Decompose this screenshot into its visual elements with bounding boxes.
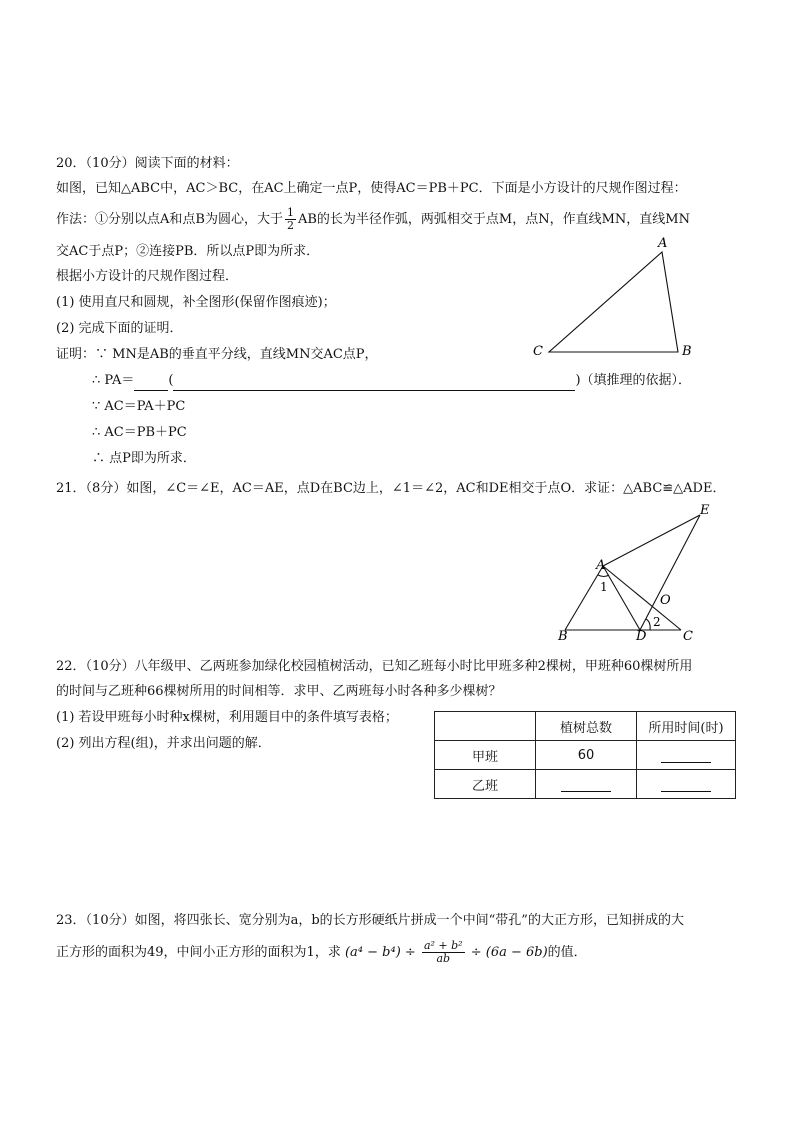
q20-line2-pre: 作法：①分别以点A和点B为圆心，大于	[56, 212, 283, 227]
frac-numerator: 1	[286, 206, 294, 219]
q23-line2-post: 的值．	[547, 945, 587, 960]
expr-denominator: ab	[436, 952, 451, 965]
proof2-paren-open: (	[168, 373, 174, 388]
segment-ab	[565, 566, 603, 630]
row-label-yi: 乙班	[435, 770, 536, 799]
answer-blank-yi-total[interactable]	[561, 776, 611, 792]
angle-2-arc	[646, 619, 650, 630]
expr-numerator: a² + b²	[423, 939, 463, 952]
segment-de	[640, 515, 700, 630]
answer-blank-yi-time[interactable]	[661, 776, 711, 792]
q20-line1: 如图，已知△ABC中，AC＞BC，在AC上确定一点P，使得AC＝PB＋PC．下面是小方设计的尺规作图过程：	[56, 181, 687, 196]
label-O: O	[660, 593, 671, 608]
q20-item2: (2) 完成下面的证明．	[56, 321, 183, 336]
expr-part2: ÷ (6a − 6b)	[470, 945, 548, 960]
jia-time-cell[interactable]	[637, 741, 736, 770]
q21-text: 21．（8分）如图，∠C＝∠E，AC＝AE，点D在BC边上，∠1＝∠2，AC和DE相交于点O．求证：△ABC≌△ADE．	[56, 481, 726, 496]
table-row	[435, 770, 736, 799]
label-B: B	[682, 344, 692, 359]
proof2-pre: ∴ PA＝	[92, 373, 135, 388]
q22-item2: (2) 列出方程(组)，并求出问题的解．	[56, 736, 271, 751]
expr-fraction	[422, 940, 465, 965]
q22-item1: (1) 若设甲班每小时种x棵树，利用题目中的条件填写表格；	[56, 710, 398, 725]
q20-header: 20．（10分）阅读下面的材料：	[56, 156, 239, 171]
angle-1-arc	[598, 575, 609, 577]
table-header-time: 所用时间(时)	[637, 712, 736, 741]
q22-table	[434, 711, 736, 799]
q22-line2: 的时间与乙班种66棵树所用的时间相等．求甲、乙两班每小时各种多少棵树？	[56, 684, 502, 699]
label-C: C	[533, 344, 543, 359]
q20-line4: 根据小方设计的尺规作图过程．	[56, 269, 239, 284]
q20-line2-post: AB的长为半径作弧，两弧相交于点M，点N，作直线MN，直线MN	[297, 212, 690, 227]
yi-time-cell[interactable]	[637, 770, 736, 799]
label-B: B	[558, 629, 568, 644]
table-row	[435, 741, 736, 770]
q20-proof4: ∴ AC＝PB＋PC	[92, 425, 187, 440]
q23-line2	[56, 940, 587, 965]
label-A: A	[596, 558, 606, 573]
label-D: D	[636, 629, 647, 644]
label-angle-1: 1	[600, 580, 608, 594]
q22-line1: 22．（10分）八年级甲、乙两班参加绿化校园植树活动，已知乙班每小时比甲班多种2棵树，甲班种60棵树所用	[56, 659, 693, 674]
label-E: E	[700, 503, 710, 518]
answer-blank-jia-time[interactable]	[661, 747, 711, 763]
q20-line3: 交AC于点P；②连接PB．所以点P即为所求．	[56, 244, 320, 259]
label-angle-2: 2	[653, 615, 661, 629]
yi-total-cell[interactable]	[536, 770, 637, 799]
proof2-post: )（填推理的依据）．	[575, 373, 692, 388]
expr-part1: (a⁴ − b⁴) ÷	[344, 945, 416, 960]
table-header-blank	[435, 712, 536, 741]
q20-proof5: ∴ 点P即为所求．	[92, 451, 196, 466]
label-C: C	[683, 629, 693, 644]
label-A: A	[658, 236, 668, 251]
q20-item1: (1) 使用直尺和圆规，补全图形(保留作图痕迹)；	[56, 295, 336, 310]
frac-denominator: 2	[286, 219, 294, 232]
table-header-total: 植树总数	[536, 712, 637, 741]
q23-line1: 23．（10分）如图，将四张长、宽分别为a，b的长方形硬纸片拼成一个中间“带孔”的大正方形，已知拼成的大	[56, 913, 684, 928]
q20-proof1: 证明：∵ MN是AB的垂直平分线，直线MN交AC点P，	[56, 347, 378, 362]
q23-line2-pre: 正方形的面积为49，中间小正方形的面积为1，求	[56, 945, 341, 960]
row-label-jia: 甲班	[435, 741, 536, 770]
jia-total-cell: 60	[536, 741, 637, 770]
segment-ae	[603, 515, 700, 566]
q20-proof3: ∵ AC＝PA＋PC	[92, 399, 186, 414]
table-header-row	[435, 712, 736, 741]
